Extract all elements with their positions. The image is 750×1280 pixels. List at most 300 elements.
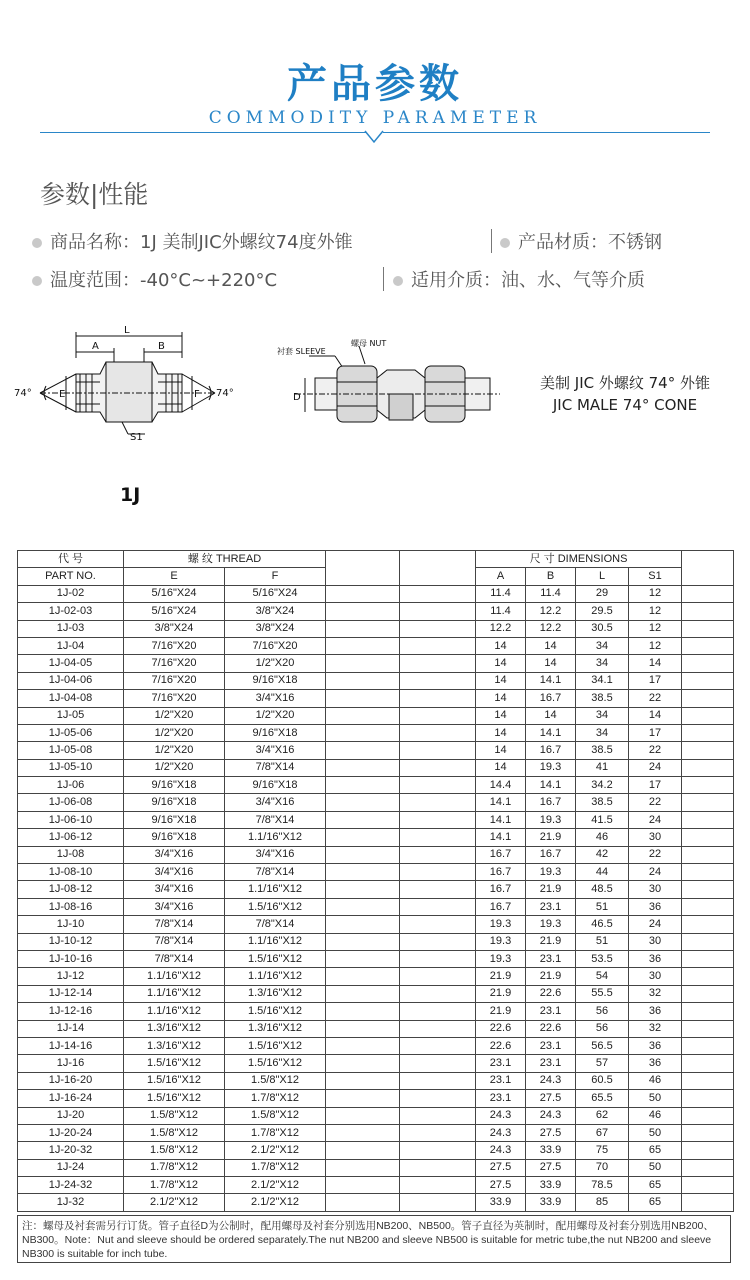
- table-cell: 1J-32: [18, 1194, 124, 1211]
- table-cell: 56.5: [576, 1037, 629, 1054]
- table-cell: 14: [476, 742, 526, 759]
- header-divider-left: [40, 132, 367, 133]
- table-cell: 14: [476, 637, 526, 654]
- param-temperature-text: 温度范围：-40°C~+220°C: [50, 270, 278, 291]
- table-cell-blank: [326, 794, 400, 811]
- table-cell-blank: [400, 933, 476, 950]
- table-cell: 1J-05-10: [18, 759, 124, 776]
- table-cell: 16.7: [476, 898, 526, 915]
- table-cell: 1J-16-20: [18, 1072, 124, 1089]
- table-cell: 3/4"X16: [225, 690, 326, 707]
- table-cell-blank: [682, 916, 734, 933]
- table-row: [18, 1090, 734, 1107]
- table-cell: 85: [576, 1194, 629, 1211]
- table-cell: 34: [576, 707, 629, 724]
- table-cell: 1J-05: [18, 707, 124, 724]
- table-cell: 48.5: [576, 881, 629, 898]
- table-cell: 65: [629, 1177, 682, 1194]
- table-cell: 12: [629, 620, 682, 637]
- table-header-row: [18, 551, 734, 568]
- dim-label-A: A: [92, 341, 99, 352]
- param-product-name: [32, 228, 353, 254]
- table-cell: 21.9: [526, 968, 576, 985]
- table-cell: 33.9: [526, 1177, 576, 1194]
- table-row: [18, 1177, 734, 1194]
- table-cell: 33.9: [526, 1194, 576, 1211]
- header-b: B: [526, 568, 576, 585]
- table-cell: 56: [576, 1003, 629, 1020]
- table-cell: 41: [576, 759, 629, 776]
- table-row: [18, 637, 734, 654]
- table-cell-blank: [400, 620, 476, 637]
- table-cell: 30: [629, 933, 682, 950]
- table-cell: 65: [629, 1194, 682, 1211]
- table-cell-blank: [682, 742, 734, 759]
- table-cell-blank: [682, 1177, 734, 1194]
- table-cell: 16.7: [526, 846, 576, 863]
- table-cell: 7/8"X14: [225, 811, 326, 828]
- table-cell-blank: [400, 1124, 476, 1141]
- header-blank: [682, 551, 734, 586]
- table-cell: 21.9: [476, 985, 526, 1002]
- table-note: 注：螺母及衬套需另行订货。管子直径D为公制时，配用螺母及衬套分别选用NB200、NB500。管子直径为英制时，配用螺母及衬套分别选用NB200、NB300。Note：Nut and sleeve should be ordered separately.The nut NB200 and sleeve NB500 is suitable for metric tube,the nut NB200 and sleeve NB300 is suitable for inch tube.: [17, 1215, 731, 1263]
- table-cell: 1J-04-06: [18, 672, 124, 689]
- table-cell: 17: [629, 672, 682, 689]
- dim-label-L: L: [124, 325, 130, 336]
- table-cell: 30: [629, 829, 682, 846]
- table-cell: 34: [576, 724, 629, 741]
- table-cell: 1J-02: [18, 585, 124, 602]
- table-row: [18, 829, 734, 846]
- table-cell: 14: [629, 655, 682, 672]
- table-cell-blank: [682, 933, 734, 950]
- table-cell: 19.3: [476, 916, 526, 933]
- table-cell: 11.4: [526, 585, 576, 602]
- table-cell: 12: [629, 585, 682, 602]
- table-cell-blank: [326, 898, 400, 915]
- table-cell-blank: [326, 1107, 400, 1124]
- table-cell: 24.3: [526, 1072, 576, 1089]
- table-cell-blank: [682, 898, 734, 915]
- table-cell: 30.5: [576, 620, 629, 637]
- table-cell-blank: [682, 811, 734, 828]
- table-cell: 14: [476, 672, 526, 689]
- table-cell: 9/16"X18: [124, 829, 225, 846]
- table-row: [18, 620, 734, 637]
- table-cell-blank: [682, 585, 734, 602]
- table-cell: 2.1/2"X12: [225, 1194, 326, 1211]
- table-cell: 5/16"X24: [225, 585, 326, 602]
- table-cell: 1.7/8"X12: [124, 1159, 225, 1176]
- table-cell-blank: [682, 1020, 734, 1037]
- table-cell-blank: [400, 724, 476, 741]
- table-cell: 1J-16: [18, 1055, 124, 1072]
- table-cell: 11.4: [476, 603, 526, 620]
- table-cell: 38.5: [576, 742, 629, 759]
- table-cell: 24: [629, 916, 682, 933]
- table-cell: 2.1/2"X12: [225, 1142, 326, 1159]
- table-cell: 7/8"X14: [124, 916, 225, 933]
- table-cell: 50: [629, 1159, 682, 1176]
- table-cell-blank: [400, 1090, 476, 1107]
- table-cell: 51: [576, 933, 629, 950]
- table-cell: 7/8"X14: [124, 950, 225, 967]
- table-cell: 16.7: [526, 742, 576, 759]
- table-cell-blank: [682, 603, 734, 620]
- table-cell: 23.1: [526, 1055, 576, 1072]
- table-cell: 1.1/16"X12: [225, 881, 326, 898]
- table-cell: 19.3: [476, 950, 526, 967]
- table-cell: 14: [476, 707, 526, 724]
- table-cell-blank: [682, 1142, 734, 1159]
- table-cell: 1.1/16"X12: [225, 933, 326, 950]
- table-cell: 1/2"X20: [225, 655, 326, 672]
- angle-label-left: 74°: [14, 388, 32, 399]
- table-row: [18, 655, 734, 672]
- table-cell: 12.2: [526, 620, 576, 637]
- table-cell: 5/16"X24: [124, 585, 225, 602]
- table-cell: 19.3: [526, 811, 576, 828]
- table-cell: 75: [576, 1142, 629, 1159]
- table-cell: 1.5/8"X12: [124, 1107, 225, 1124]
- table-cell: 62: [576, 1107, 629, 1124]
- table-cell: 1J-06-12: [18, 829, 124, 846]
- table-cell: 22: [629, 690, 682, 707]
- table-cell: 36: [629, 898, 682, 915]
- table-cell-blank: [326, 1159, 400, 1176]
- table-cell-blank: [326, 777, 400, 794]
- table-cell: 14.1: [476, 794, 526, 811]
- table-row: [18, 1055, 734, 1072]
- spec-table: [17, 550, 734, 1212]
- table-cell: 1.5/16"X12: [124, 1072, 225, 1089]
- table-cell-blank: [682, 950, 734, 967]
- table-cell: 9/16"X18: [225, 777, 326, 794]
- table-cell: 24.3: [476, 1124, 526, 1141]
- table-cell: 36: [629, 950, 682, 967]
- table-cell: 19.3: [476, 933, 526, 950]
- table-cell: 12.2: [526, 603, 576, 620]
- table-cell-blank: [400, 1142, 476, 1159]
- table-cell: 1/2"X20: [124, 724, 225, 741]
- table-row: [18, 724, 734, 741]
- table-row: [18, 916, 734, 933]
- table-cell: 1.5/16"X12: [225, 898, 326, 915]
- table-cell: 1.1/16"X12: [225, 968, 326, 985]
- table-cell: 1J-16-24: [18, 1090, 124, 1107]
- table-cell: 1.3/16"X12: [225, 1020, 326, 1037]
- bullet-dot-icon: [393, 276, 403, 286]
- table-cell-blank: [400, 742, 476, 759]
- table-cell-blank: [326, 742, 400, 759]
- table-cell: 9/16"X18: [124, 777, 225, 794]
- table-cell-blank: [326, 1055, 400, 1072]
- table-cell: 1.1/16"X12: [124, 985, 225, 1002]
- table-cell: 51: [576, 898, 629, 915]
- table-cell: 22.6: [526, 985, 576, 1002]
- table-cell-blank: [682, 672, 734, 689]
- table-cell: 29: [576, 585, 629, 602]
- table-cell: 1J-02-03: [18, 603, 124, 620]
- table-cell: 16.7: [526, 794, 576, 811]
- table-cell: 9/16"X18: [124, 794, 225, 811]
- table-cell: 7/8"X14: [124, 933, 225, 950]
- table-cell: 32: [629, 1020, 682, 1037]
- param-medium-text: 适用介质：油、水、气等介质: [411, 270, 645, 291]
- table-cell-blank: [682, 1003, 734, 1020]
- table-cell: 2.1/2"X12: [124, 1194, 225, 1211]
- table-row: [18, 759, 734, 776]
- table-row: [18, 846, 734, 863]
- table-cell: 33.9: [526, 1142, 576, 1159]
- header-part-no: PART NO.: [18, 568, 124, 585]
- table-cell: 67: [576, 1124, 629, 1141]
- table-cell: 1J-04: [18, 637, 124, 654]
- table-cell: 46: [576, 829, 629, 846]
- param-material: [500, 228, 662, 254]
- table-cell: 1.3/16"X12: [225, 985, 326, 1002]
- table-cell-blank: [400, 655, 476, 672]
- table-cell-blank: [326, 637, 400, 654]
- table-cell-blank: [326, 950, 400, 967]
- table-cell-blank: [682, 794, 734, 811]
- table-cell-blank: [326, 829, 400, 846]
- table-cell: 23.1: [526, 898, 576, 915]
- table-cell-blank: [326, 655, 400, 672]
- table-cell-blank: [682, 985, 734, 1002]
- header-blank: [326, 551, 400, 586]
- table-cell: 14: [476, 759, 526, 776]
- table-cell: 1.3/16"X12: [124, 1037, 225, 1054]
- table-cell-blank: [400, 1055, 476, 1072]
- table-cell-blank: [682, 724, 734, 741]
- table-cell: 24.3: [476, 1107, 526, 1124]
- table-cell: 19.3: [526, 864, 576, 881]
- table-cell: 7/8"X14: [225, 916, 326, 933]
- table-cell-blank: [400, 968, 476, 985]
- caption-cn: 美制 JIC 外螺纹 74° 外锥: [540, 374, 710, 392]
- table-cell: 21.9: [526, 881, 576, 898]
- table-cell: 3/8"X24: [225, 603, 326, 620]
- table-cell: 9/16"X18: [225, 672, 326, 689]
- table-cell: 14: [476, 724, 526, 741]
- table-cell: 23.1: [476, 1072, 526, 1089]
- table-cell-blank: [400, 759, 476, 776]
- table-cell: 1.1/16"X12: [124, 1003, 225, 1020]
- table-cell-blank: [400, 846, 476, 863]
- table-cell: 24.3: [476, 1142, 526, 1159]
- table-cell: 1J-12-14: [18, 985, 124, 1002]
- table-cell: 1J-14: [18, 1020, 124, 1037]
- header-s1: S1: [629, 568, 682, 585]
- table-cell: 27.5: [476, 1177, 526, 1194]
- table-cell: 1J-04-05: [18, 655, 124, 672]
- table-cell: 14.1: [526, 777, 576, 794]
- table-cell: 14.1: [476, 811, 526, 828]
- table-cell-blank: [400, 585, 476, 602]
- table-cell-blank: [326, 603, 400, 620]
- dim-label-B: B: [158, 341, 165, 352]
- header-divider-right: [383, 132, 710, 133]
- table-cell-blank: [326, 672, 400, 689]
- table-row: [18, 881, 734, 898]
- table-cell: 44: [576, 864, 629, 881]
- table-cell: 1J-20: [18, 1107, 124, 1124]
- table-cell: 3/4"X16: [124, 846, 225, 863]
- table-cell: 12.2: [476, 620, 526, 637]
- table-cell: 34: [576, 637, 629, 654]
- table-cell: 55.5: [576, 985, 629, 1002]
- table-cell-blank: [400, 672, 476, 689]
- table-cell: 1J-06-10: [18, 811, 124, 828]
- table-cell-blank: [400, 950, 476, 967]
- table-row: [18, 985, 734, 1002]
- table-cell: 22: [629, 742, 682, 759]
- nut-label: 螺母 NUT: [351, 339, 387, 348]
- table-cell: 17: [629, 724, 682, 741]
- header-thread: 螺 纹 THREAD: [124, 551, 326, 568]
- table-cell: 1.5/8"X12: [225, 1072, 326, 1089]
- table-cell: 14.1: [476, 829, 526, 846]
- table-row: [18, 1107, 734, 1124]
- table-cell: 16.7: [476, 846, 526, 863]
- table-cell: 1.1/16"X12: [124, 968, 225, 985]
- table-cell-blank: [400, 794, 476, 811]
- table-cell-blank: [682, 829, 734, 846]
- table-cell: 22: [629, 794, 682, 811]
- table-cell: 1.5/16"X12: [225, 1055, 326, 1072]
- table-row: [18, 1003, 734, 1020]
- assembly-drawing: [275, 338, 505, 438]
- table-cell-blank: [326, 1177, 400, 1194]
- table-cell: 12: [629, 603, 682, 620]
- table-cell-blank: [400, 985, 476, 1002]
- table-cell-blank: [326, 707, 400, 724]
- table-cell-blank: [400, 1020, 476, 1037]
- chevron-down-icon: [363, 128, 385, 150]
- table-cell: 14.1: [526, 724, 576, 741]
- table-row: [18, 864, 734, 881]
- table-cell-blank: [326, 846, 400, 863]
- table-cell: 22.6: [476, 1020, 526, 1037]
- table-cell: 17: [629, 777, 682, 794]
- table-cell-blank: [682, 1107, 734, 1124]
- table-cell: 38.5: [576, 690, 629, 707]
- table-cell: 65: [629, 1142, 682, 1159]
- header-blank: [400, 551, 476, 586]
- table-cell-blank: [326, 620, 400, 637]
- table-cell: 1.3/16"X12: [124, 1020, 225, 1037]
- table-row: [18, 794, 734, 811]
- table-cell: 21.9: [526, 829, 576, 846]
- table-cell-blank: [326, 1037, 400, 1054]
- header-dimensions: 尺 寸 DIMENSIONS: [476, 551, 682, 568]
- table-cell-blank: [400, 916, 476, 933]
- table-cell-blank: [400, 1177, 476, 1194]
- table-cell: 1.5/16"X12: [124, 1055, 225, 1072]
- table-cell: 14: [526, 707, 576, 724]
- table-cell: 34.2: [576, 777, 629, 794]
- table-cell-blank: [400, 637, 476, 654]
- table-row: [18, 742, 734, 759]
- table-cell: 1J-10-12: [18, 933, 124, 950]
- section-title: 参数|性能: [40, 180, 149, 209]
- param-temperature: [32, 266, 277, 292]
- bullet-dot-icon: [500, 238, 510, 248]
- table-cell: 7/8"X14: [225, 759, 326, 776]
- table-cell: 38.5: [576, 794, 629, 811]
- table-cell-blank: [682, 864, 734, 881]
- table-cell: 42: [576, 846, 629, 863]
- table-cell-blank: [682, 1159, 734, 1176]
- table-row: [18, 1142, 734, 1159]
- table-cell-blank: [326, 1003, 400, 1020]
- table-cell: 1J-05-08: [18, 742, 124, 759]
- table-cell: 57: [576, 1055, 629, 1072]
- table-cell: 36: [629, 1037, 682, 1054]
- header-code: 代 号: [18, 551, 124, 568]
- table-cell-blank: [400, 864, 476, 881]
- table-cell: 1J-20-32: [18, 1142, 124, 1159]
- header-f: F: [225, 568, 326, 585]
- table-cell-blank: [682, 707, 734, 724]
- table-cell-blank: [326, 811, 400, 828]
- table-cell-blank: [682, 777, 734, 794]
- table-cell-blank: [400, 811, 476, 828]
- table-cell: 2.1/2"X12: [225, 1177, 326, 1194]
- table-cell: 14.1: [526, 672, 576, 689]
- table-cell-blank: [682, 1037, 734, 1054]
- table-cell: 7/16"X20: [225, 637, 326, 654]
- fitting-dimension-drawing: [10, 322, 240, 442]
- table-cell: 36: [629, 1055, 682, 1072]
- table-cell: 1J-08-16: [18, 898, 124, 915]
- table-cell: 7/16"X20: [124, 655, 225, 672]
- dim-label-F: F: [194, 389, 200, 400]
- table-row: [18, 1020, 734, 1037]
- page-subtitle: COMMODITY PARAMETER: [208, 108, 542, 128]
- table-cell: 36: [629, 1003, 682, 1020]
- table-cell: 46: [629, 1072, 682, 1089]
- table-cell: 50: [629, 1090, 682, 1107]
- table-cell: 1.5/8"X12: [124, 1142, 225, 1159]
- table-cell: 7/8"X14: [225, 864, 326, 881]
- table-cell: 1J-05-06: [18, 724, 124, 741]
- table-cell: 33.9: [476, 1194, 526, 1211]
- table-cell: 11.4: [476, 585, 526, 602]
- bullet-dot-icon: [32, 276, 42, 286]
- table-cell-blank: [326, 690, 400, 707]
- table-cell: 3/4"X16: [124, 881, 225, 898]
- table-cell-blank: [326, 585, 400, 602]
- table-row: [18, 933, 734, 950]
- table-cell-blank: [400, 1003, 476, 1020]
- table-cell: 1J-04-08: [18, 690, 124, 707]
- table-cell: 24.3: [526, 1107, 576, 1124]
- param-product-name-text: 商品名称：1J 美制JIC外螺纹74度外锥: [50, 232, 353, 253]
- table-cell: 1.5/16"X12: [124, 1090, 225, 1107]
- table-cell: 27.5: [476, 1159, 526, 1176]
- table-cell: 23.1: [526, 950, 576, 967]
- table-cell: 7/16"X20: [124, 672, 225, 689]
- param-separator: [491, 229, 492, 253]
- dim-label-S1: S1: [130, 432, 143, 442]
- table-cell: 1J-12-16: [18, 1003, 124, 1020]
- table-cell-blank: [682, 637, 734, 654]
- table-cell: 5/16"X24: [124, 603, 225, 620]
- sleeve-label: 衬套 SLEEVE: [277, 347, 326, 356]
- table-cell: 27.5: [526, 1124, 576, 1141]
